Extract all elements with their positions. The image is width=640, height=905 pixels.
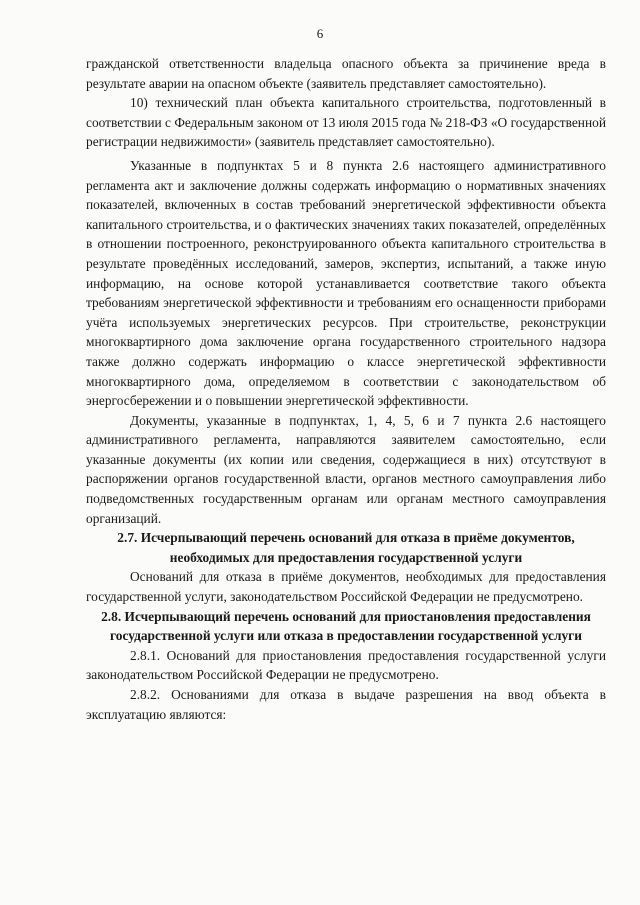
section-heading-2-8: 2.8. Исчерпывающий перечень оснований для приостановления предоставления государственной услуги или отказа в предоставлении государственной услуги [101,608,591,644]
page-number: 6 [316,26,324,41]
document-body [86,54,606,724]
paragraph: Документы, указанные в подпунктах, 1, 4, 5, 6 и 7 пункта 2.6 настоящего административного регламента, направляются заявителем самостоятельно, если указанные документы (их копии или сведения, содержащиеся в них) отсутствуют в распоряжении органов государственной власти, органов местного самоуправления либо подведомственных государственным органам или органам местного самоуправления организаций. [86,412,606,526]
paragraph: 2.8.2. Основаниями для отказа в выдаче разрешения на ввод объекта в эксплуатацию являются: [86,687,606,722]
paragraph: 10) технический план объекта капитального строительства, подготовленный в соответствии с Федеральным законом от 13 июля 2015 года № 218-ФЗ «О государственной регистрации недвижимости» (заявитель представляет самостоятельно). [86,95,606,150]
paragraph: 2.8.1. Оснований для приостановления предоставления государственной услуги законодательством Российской Федерации не предусмотрено. [86,647,606,683]
paragraph: Оснований для отказа в приёме документов, необходимых для предоставления государственной услуги, законодательством Российской Федерации не предусмотрено. [86,569,606,605]
section-heading-2-7: 2.7. Исчерпывающий перечень оснований для отказа в приёме документов, необходимых для предоставления государственной услуги [117,530,575,565]
paragraph: Указанные в подпунктах 5 и 8 пункта 2.6 настоящего административного регламента акт и заключение должны содержать информацию о нормативных значениях показателей, включенных в состав требований энергетической эффективности объекта капитального строительства, и о фактических значениях таких показателей, определённых в отношении построенного, реконструированного объекта капитального строительства в результате проведённых исследований, замеров, экспертиз, испытаний, а также иную информацию, на основе которой устанавливается соответствие такого объекта требованиям энергетической эффективности и требованиям его оснащенности приборами учёта используемых энергетических ресурсов. При строительстве, реконструкции многоквартирного дома заключение органа государственного строительного надзора также должно содержать информацию о классе энергетической эффективности многоквартирного дома, определяемом в соответствии с законодательством об энергосбережении и о повышении энергетической эффективности. [86,157,606,409]
paragraph: гражданской ответственности владельца опасного объекта за причинение вреда в результате аварии на опасном объекте (заявитель представляет самостоятельно). [86,56,606,91]
